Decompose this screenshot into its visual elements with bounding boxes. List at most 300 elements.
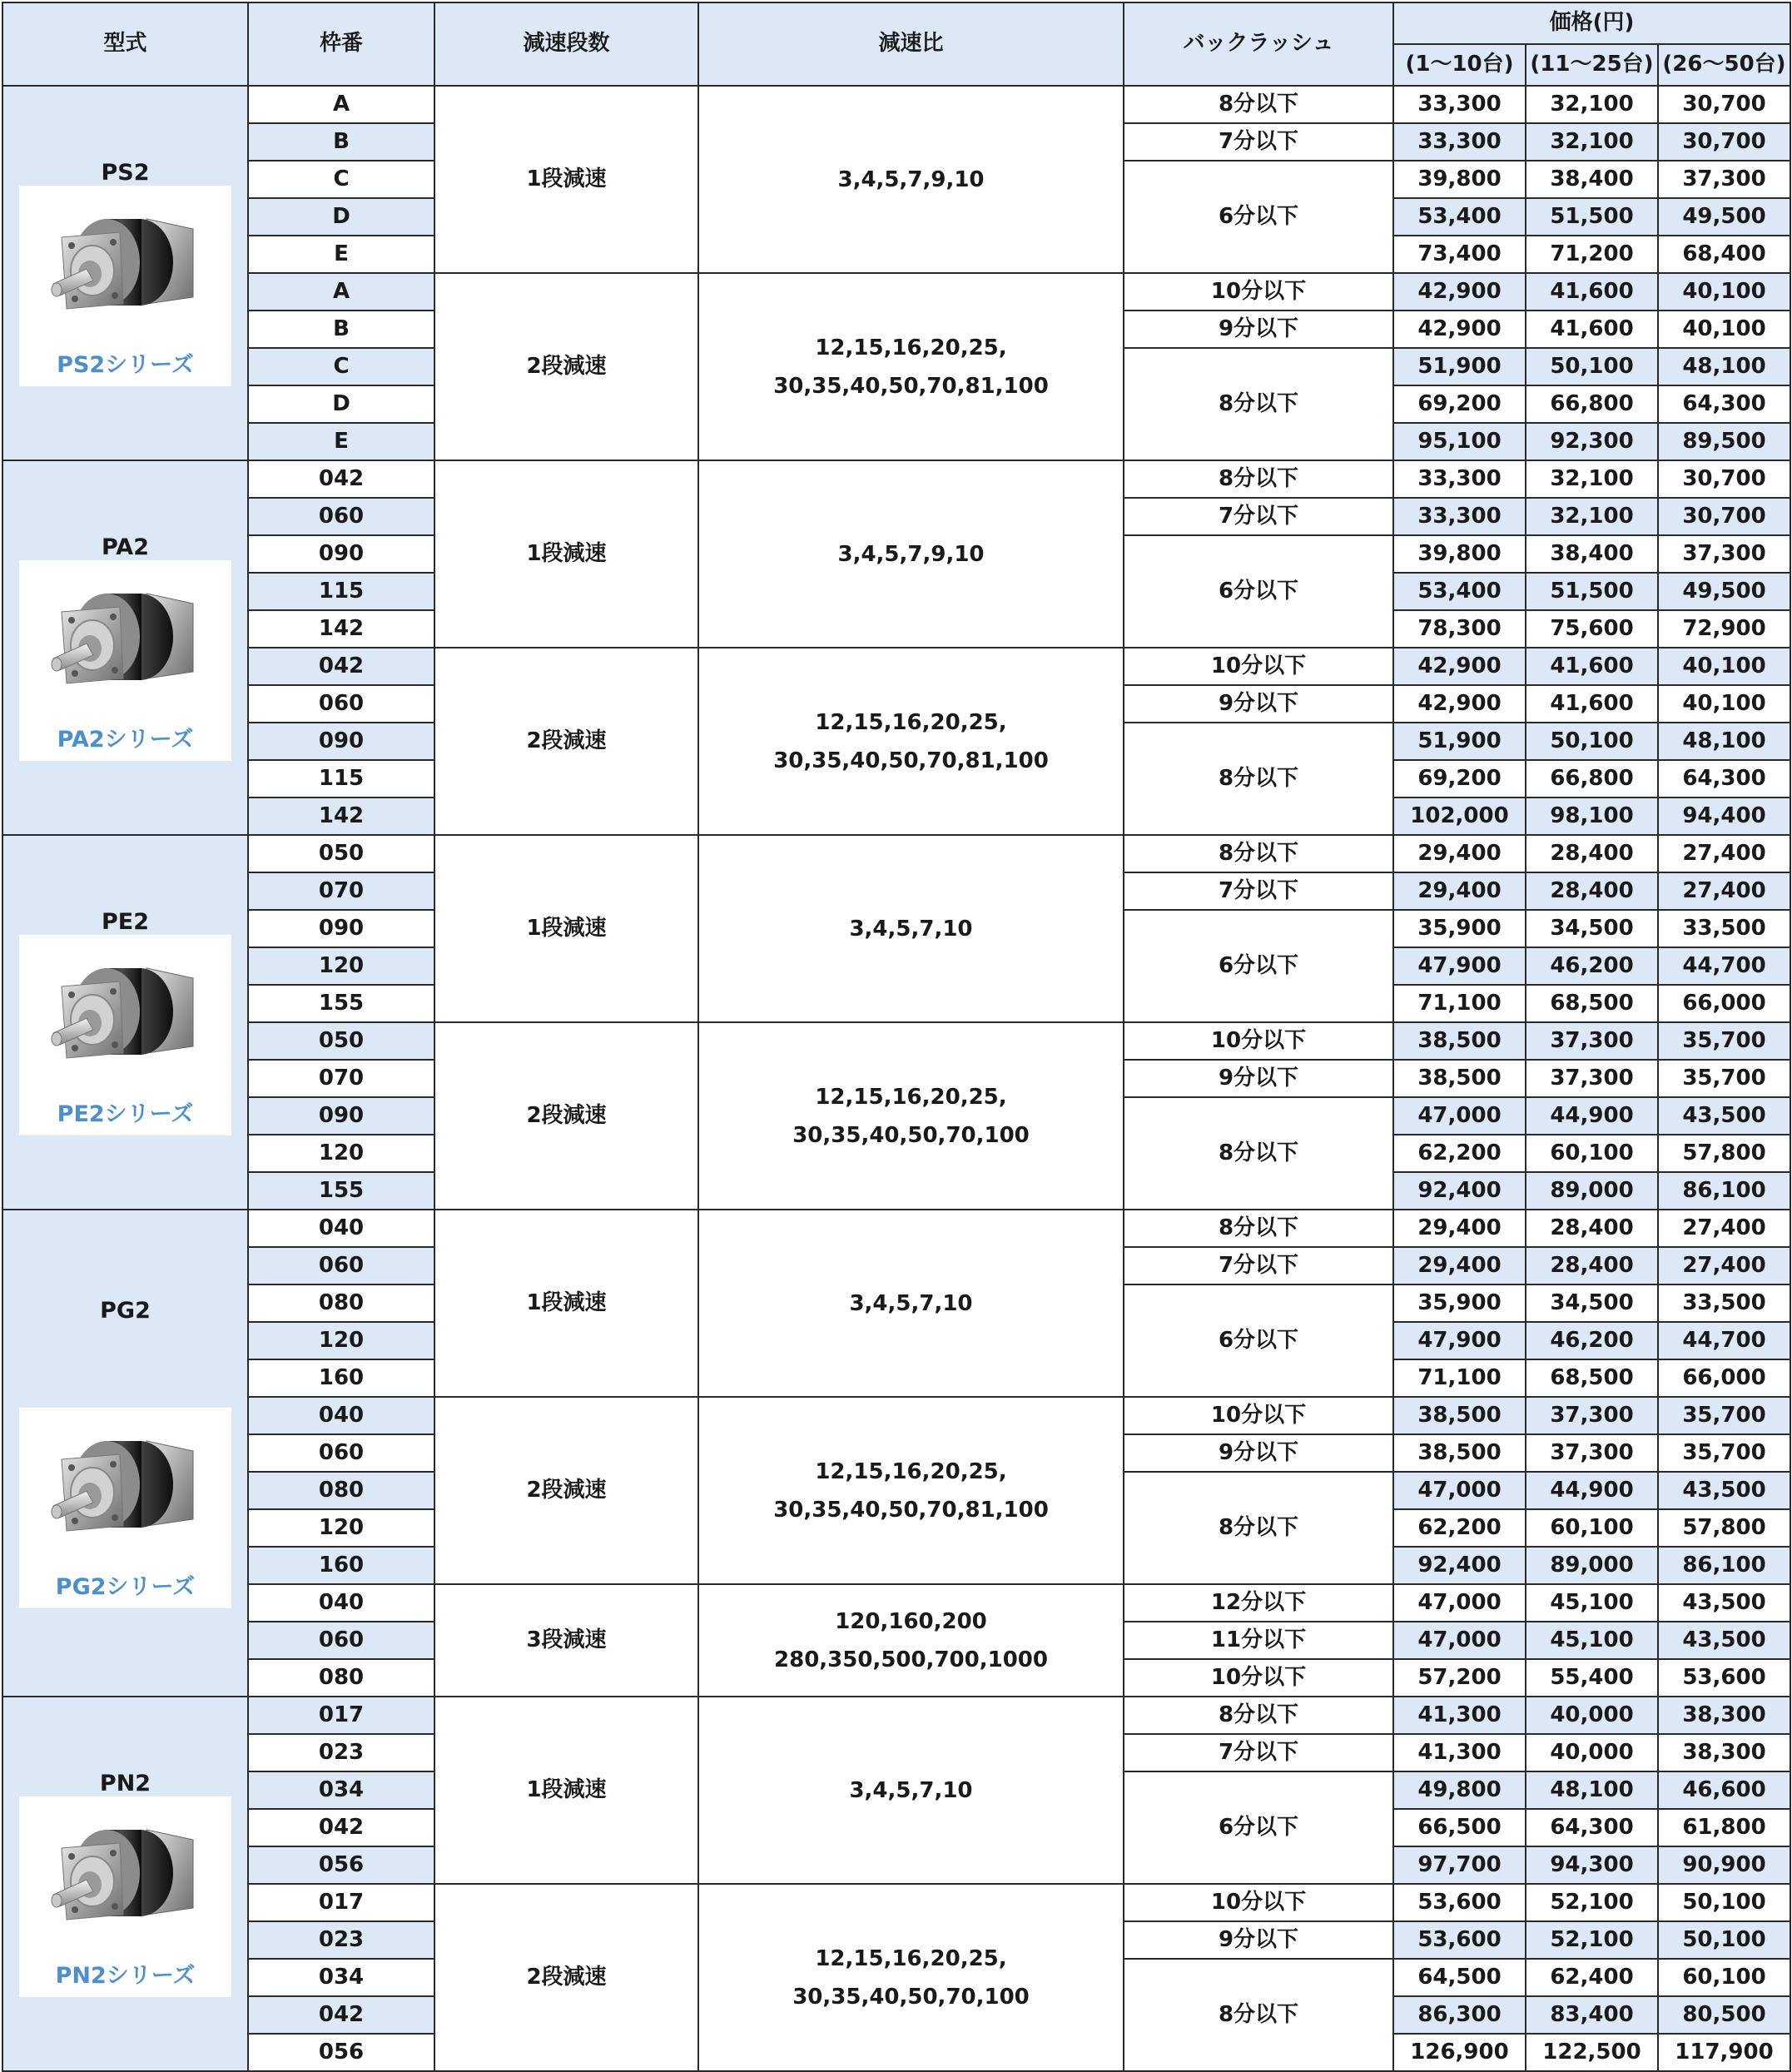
price-cell: 71,100 [1393,985,1526,1022]
price-cell: 57,800 [1658,1509,1790,1547]
price-cell: 37,300 [1658,161,1790,198]
price-cell: 53,400 [1393,198,1526,236]
price-cell: 49,500 [1658,198,1790,236]
price-cell: 29,400 [1393,1210,1526,1247]
price-cell: 64,300 [1658,385,1790,423]
stage-cell: 1段減速 [434,835,698,1022]
price-cell: 37,300 [1526,1022,1658,1060]
frame-cell: 155 [248,985,434,1022]
header-price-tier-2: (11～25台) [1526,44,1658,86]
price-cell: 55,400 [1526,1659,1658,1697]
price-cell: 37,300 [1526,1060,1658,1097]
ratio-cell [698,1022,1124,1210]
price-cell: 33,300 [1393,460,1526,498]
price-cell: 32,100 [1526,460,1658,498]
price-cell: 30,700 [1658,460,1790,498]
price-cell: 49,500 [1658,573,1790,610]
frame-cell: 120 [248,947,434,985]
frame-cell: 090 [248,1097,434,1135]
frame-cell: 090 [248,723,434,760]
price-cell: 48,100 [1658,348,1790,385]
header-ratio: 減速比 [698,2,1124,86]
frame-cell: 017 [248,1884,434,1921]
ratio-cell [698,1584,1124,1697]
backlash-cell: 7分以下 [1124,872,1393,910]
backlash-cell: 10分以下 [1124,1884,1393,1921]
ratio-text [699,1284,1123,1323]
backlash-cell: 7分以下 [1124,1247,1393,1284]
ratio-line: 30,35,40,50,70,81,100 [773,1497,1049,1523]
table-row [2,273,1790,311]
frame-cell: 034 [248,1771,434,1809]
series-label: PE2シリーズ [57,1101,194,1127]
ratio-text [699,161,1123,199]
price-cell: 80,500 [1658,1996,1790,2034]
price-cell: 41,300 [1393,1697,1526,1734]
backlash-cell: 9分以下 [1124,1921,1393,1959]
ratio-line: 3,4,5,7,10 [849,1777,973,1803]
price-cell: 68,500 [1526,1359,1658,1397]
price-cell: 51,900 [1393,723,1526,760]
price-cell: 49,800 [1393,1771,1526,1809]
ratio-line: 30,35,40,50,70,100 [792,1984,1030,2010]
ratio-line: 3,4,5,7,10 [849,916,973,942]
price-cell: 66,800 [1526,385,1658,423]
price-cell: 32,100 [1526,123,1658,161]
backlash-cell: 8分以下 [1124,86,1393,123]
frame-cell: 023 [248,1921,434,1959]
price-cell: 64,300 [1658,760,1790,797]
stage-cell: 2段減速 [434,1397,698,1584]
series-card [19,560,231,761]
model-name: PS2 [101,159,150,186]
price-cell: 62,400 [1526,1959,1658,1996]
stage-cell: 3段減速 [434,1584,698,1697]
model-cell [2,460,248,835]
backlash-cell: 11分以下 [1124,1622,1393,1659]
price-cell: 29,400 [1393,872,1526,910]
price-cell: 34,500 [1526,910,1658,947]
price-cell: 60,100 [1658,1959,1790,1996]
backlash-cell: 10分以下 [1124,648,1393,685]
price-cell: 72,900 [1658,610,1790,648]
price-cell: 38,500 [1393,1060,1526,1097]
frame-cell: 080 [248,1284,434,1322]
ratio-cell [698,1397,1124,1584]
frame-cell: E [248,423,434,460]
table-row [2,1210,1790,1247]
price-cell: 53,400 [1393,573,1526,610]
price-cell: 28,400 [1526,1247,1658,1284]
price-cell: 35,900 [1393,910,1526,947]
table-row [2,1397,1790,1434]
series-card [19,186,231,386]
frame-cell: 155 [248,1172,434,1210]
price-cell: 66,500 [1393,1809,1526,1846]
price-cell: 42,900 [1393,685,1526,723]
price-cell: 40,000 [1526,1734,1658,1771]
price-cell: 102,000 [1393,797,1526,835]
ratio-line: 12,15,16,20,25, [815,335,1007,360]
price-cell: 35,900 [1393,1284,1526,1322]
frame-cell: 056 [248,1846,434,1884]
table-row [2,86,1790,123]
backlash-cell: 8分以下 [1124,348,1393,460]
price-cell: 86,300 [1393,1996,1526,2034]
price-cell: 27,400 [1658,1210,1790,1247]
frame-cell: 050 [248,1022,434,1060]
price-cell: 41,300 [1393,1734,1526,1771]
frame-cell: 040 [248,1210,434,1247]
price-cell: 61,800 [1658,1809,1790,1846]
price-cell: 37,300 [1526,1397,1658,1434]
frame-cell: 070 [248,1060,434,1097]
frame-cell: B [248,123,434,161]
stage-cell: 2段減速 [434,648,698,835]
ratio-line: 3,4,5,7,9,10 [837,541,985,567]
price-cell: 41,600 [1526,648,1658,685]
ratio-cell [698,1697,1124,1884]
ratio-cell [698,273,1124,460]
price-cell: 89,000 [1526,1547,1658,1584]
frame-cell: 060 [248,1247,434,1284]
price-cell: 50,100 [1526,348,1658,385]
ratio-text [699,1453,1123,1529]
price-cell: 32,100 [1526,498,1658,535]
price-cell: 41,600 [1526,273,1658,311]
price-cell: 62,200 [1393,1509,1526,1547]
table-row [2,835,1790,872]
frame-cell: 142 [248,610,434,648]
table-row [2,1884,1790,1921]
backlash-cell: 8分以下 [1124,723,1393,835]
ratio-text [699,1078,1123,1155]
price-cell: 48,100 [1526,1771,1658,1809]
series-card [19,1408,231,1608]
ratio-text [699,1771,1123,1810]
frame-cell: 160 [248,1547,434,1584]
backlash-cell: 8分以下 [1124,1097,1393,1210]
price-cell: 33,300 [1393,86,1526,123]
price-cell: 44,700 [1658,947,1790,985]
frame-cell: 042 [248,460,434,498]
price-cell: 43,500 [1658,1097,1790,1135]
frame-cell: 160 [248,1359,434,1397]
model-cell [2,1210,248,1697]
series-card [19,1796,231,1997]
price-cell: 50,100 [1658,1884,1790,1921]
frame-cell: 034 [248,1959,434,1996]
table-body [2,86,1790,2071]
series-label: PA2シリーズ [57,727,194,753]
price-cell: 92,400 [1393,1172,1526,1210]
backlash-cell: 10分以下 [1124,273,1393,311]
price-cell: 42,900 [1393,273,1526,311]
frame-cell: 070 [248,872,434,910]
frame-cell: 040 [248,1584,434,1622]
price-cell: 40,000 [1526,1697,1658,1734]
table-row [2,460,1790,498]
price-cell: 45,100 [1526,1622,1658,1659]
price-cell: 45,100 [1526,1584,1658,1622]
price-cell: 89,000 [1526,1172,1658,1210]
header-model: 型式 [2,2,248,86]
price-cell: 47,000 [1393,1622,1526,1659]
stage-cell: 1段減速 [434,86,698,273]
price-cell: 42,900 [1393,648,1526,685]
frame-cell: 040 [248,1397,434,1434]
price-cell: 52,100 [1526,1884,1658,1921]
price-cell: 66,000 [1658,1359,1790,1397]
price-cell: 92,300 [1526,423,1658,460]
price-cell: 30,700 [1658,86,1790,123]
price-cell: 50,100 [1526,723,1658,760]
price-cell: 47,900 [1393,947,1526,985]
frame-cell: A [248,273,434,311]
frame-cell: 115 [248,760,434,797]
backlash-cell: 7分以下 [1124,498,1393,535]
model-name: PG2 [100,1298,151,1324]
price-cell: 89,500 [1658,423,1790,460]
frame-cell: C [248,348,434,385]
price-cell: 64,500 [1393,1959,1526,1996]
price-cell: 68,400 [1658,236,1790,273]
backlash-cell: 6分以下 [1124,910,1393,1022]
frame-cell: 120 [248,1509,434,1547]
backlash-cell: 6分以下 [1124,1284,1393,1397]
ratio-cell [698,835,1124,1022]
price-cell: 53,600 [1658,1659,1790,1697]
table-row [2,1697,1790,1734]
frame-cell: 017 [248,1697,434,1734]
frame-cell: 050 [248,835,434,872]
backlash-cell: 8分以下 [1124,835,1393,872]
header-price: 価格(円) [1393,2,1790,44]
price-cell: 29,400 [1393,835,1526,872]
price-cell: 41,600 [1526,685,1658,723]
frame-cell: 060 [248,685,434,723]
price-cell: 35,700 [1658,1022,1790,1060]
price-cell: 53,600 [1393,1921,1526,1959]
frame-cell: 060 [248,1434,434,1472]
price-cell: 73,400 [1393,236,1526,273]
price-cell: 35,700 [1658,1060,1790,1097]
ratio-text [699,1940,1123,2016]
price-cell: 117,900 [1658,2034,1790,2071]
price-cell: 86,100 [1658,1172,1790,1210]
price-cell: 33,300 [1393,498,1526,535]
price-cell: 48,100 [1658,723,1790,760]
price-cell: 37,300 [1526,1434,1658,1472]
price-cell: 42,900 [1393,311,1526,348]
price-cell: 40,100 [1658,273,1790,311]
price-cell: 71,100 [1393,1359,1526,1397]
backlash-cell: 8分以下 [1124,460,1393,498]
ratio-line: 120,160,200 [835,1608,987,1634]
ratio-cell [698,1210,1124,1397]
frame-cell: 080 [248,1472,434,1509]
price-cell: 35,700 [1658,1434,1790,1472]
price-cell: 69,200 [1393,385,1526,423]
price-cell: 38,400 [1526,161,1658,198]
price-cell: 27,400 [1658,835,1790,872]
price-cell: 97,700 [1393,1846,1526,1884]
frame-cell: B [248,311,434,348]
price-cell: 43,500 [1658,1622,1790,1659]
frame-cell: 115 [248,573,434,610]
price-cell: 60,100 [1526,1509,1658,1547]
price-cell: 66,800 [1526,760,1658,797]
planetary-gearhead-icon [47,1426,205,1568]
model-name: PA2 [102,534,149,560]
ratio-text [699,329,1123,405]
model-name: PE2 [101,908,150,935]
price-cell: 83,400 [1526,1996,1658,2034]
frame-cell: C [248,161,434,198]
price-cell: 39,800 [1393,535,1526,573]
price-cell: 29,400 [1393,1247,1526,1284]
ratio-cell [698,648,1124,835]
price-cell: 90,900 [1658,1846,1790,1884]
frame-cell: 120 [248,1322,434,1359]
frame-cell: A [248,86,434,123]
table-row [2,648,1790,685]
backlash-cell: 9分以下 [1124,1434,1393,1472]
price-cell: 43,500 [1658,1472,1790,1509]
backlash-cell: 6分以下 [1124,535,1393,648]
table-row [2,1584,1790,1622]
price-cell: 47,900 [1393,1322,1526,1359]
frame-cell: 060 [248,498,434,535]
price-cell: 28,400 [1526,1210,1658,1247]
price-cell: 38,300 [1658,1734,1790,1771]
header-backlash: バックラッシュ [1124,2,1393,86]
ratio-text [699,703,1123,780]
price-cell: 47,000 [1393,1472,1526,1509]
ratio-line: 3,4,5,7,10 [849,1290,973,1316]
price-cell: 98,100 [1526,797,1658,835]
frame-cell: 056 [248,2034,434,2071]
planetary-gearhead-icon [47,953,205,1095]
price-cell: 62,200 [1393,1135,1526,1172]
frame-cell: D [248,198,434,236]
price-cell: 126,900 [1393,2034,1526,2071]
model-name: PN2 [99,1770,151,1796]
backlash-cell: 8分以下 [1124,1697,1393,1734]
header-stages: 減速段数 [434,2,698,86]
backlash-cell: 8分以下 [1124,1472,1393,1584]
price-cell: 52,100 [1526,1921,1658,1959]
price-cell: 51,500 [1526,573,1658,610]
backlash-cell: 10分以下 [1124,1397,1393,1434]
price-cell: 46,200 [1526,1322,1658,1359]
price-cell: 41,600 [1526,311,1658,348]
backlash-cell: 9分以下 [1124,1060,1393,1097]
frame-cell: 120 [248,1135,434,1172]
ratio-line: 12,15,16,20,25, [815,709,1007,735]
price-cell: 51,900 [1393,348,1526,385]
frame-cell: E [248,236,434,273]
price-cell: 39,800 [1393,161,1526,198]
price-cell: 38,500 [1393,1434,1526,1472]
price-cell: 33,300 [1393,123,1526,161]
price-cell: 50,100 [1658,1921,1790,1959]
price-cell: 27,400 [1658,872,1790,910]
price-cell: 43,500 [1658,1584,1790,1622]
backlash-cell: 7分以下 [1124,123,1393,161]
price-cell: 69,200 [1393,760,1526,797]
ratio-line: 12,15,16,20,25, [815,1458,1007,1484]
ratio-line: 30,35,40,50,70,100 [792,1122,1030,1148]
price-cell: 44,900 [1526,1097,1658,1135]
price-cell: 44,900 [1526,1472,1658,1509]
stage-cell: 2段減速 [434,273,698,460]
price-cell: 40,100 [1658,311,1790,348]
ratio-cell [698,86,1124,273]
price-cell: 68,500 [1526,985,1658,1022]
frame-cell: 142 [248,797,434,835]
frame-cell: 023 [248,1734,434,1771]
price-cell: 95,100 [1393,423,1526,460]
series-card [19,935,231,1135]
price-cell: 94,300 [1526,1846,1658,1884]
ratio-line: 12,15,16,20,25, [815,1945,1007,1971]
price-cell: 57,200 [1393,1659,1526,1697]
backlash-cell: 10分以下 [1124,1659,1393,1697]
price-cell: 64,300 [1526,1809,1658,1846]
price-cell: 32,100 [1526,86,1658,123]
backlash-cell: 12分以下 [1124,1584,1393,1622]
frame-cell: 042 [248,1996,434,2034]
ratio-text [699,1602,1123,1679]
price-cell: 44,700 [1658,1322,1790,1359]
frame-cell: 042 [248,1809,434,1846]
model-cell [2,1697,248,2071]
stage-cell: 1段減速 [434,1697,698,1884]
price-cell: 60,100 [1526,1135,1658,1172]
price-cell: 71,200 [1526,236,1658,273]
frame-cell: 090 [248,910,434,947]
price-cell: 38,500 [1393,1397,1526,1434]
price-cell: 94,400 [1658,797,1790,835]
ratio-line: 30,35,40,50,70,81,100 [773,373,1049,399]
ratio-cell [698,1884,1124,2071]
stage-cell: 2段減速 [434,1022,698,1210]
planetary-gearhead-icon [47,579,205,720]
backlash-cell: 6分以下 [1124,161,1393,273]
backlash-cell: 10分以下 [1124,1022,1393,1060]
planetary-gearhead-icon [47,204,205,345]
backlash-cell: 9分以下 [1124,311,1393,348]
price-cell: 92,400 [1393,1547,1526,1584]
gearhead-price-table [2,2,1791,2072]
price-cell: 28,400 [1526,872,1658,910]
price-cell: 122,500 [1526,2034,1658,2071]
price-cell: 40,100 [1658,685,1790,723]
frame-cell: 060 [248,1622,434,1659]
frame-cell: D [248,385,434,423]
backlash-cell: 7分以下 [1124,1734,1393,1771]
price-cell: 27,400 [1658,1247,1790,1284]
frame-cell: 090 [248,535,434,573]
series-label: PS2シリーズ [57,352,194,378]
header-price-tier-3: (26～50台) [1658,44,1790,86]
price-cell: 40,100 [1658,648,1790,685]
header-frame: 枠番 [248,2,434,86]
price-cell: 38,500 [1393,1022,1526,1060]
price-cell: 28,400 [1526,835,1658,872]
stage-cell: 1段減速 [434,460,698,648]
